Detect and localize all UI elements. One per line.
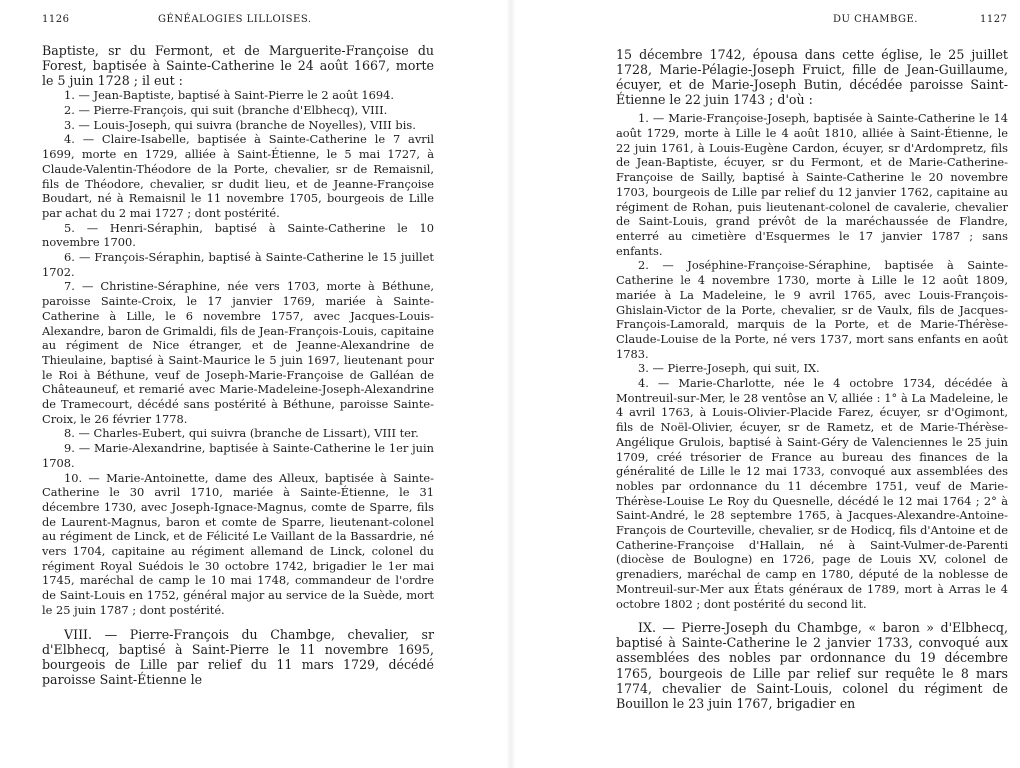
right-paragraph: 15 décembre 1742, épousa dans cette église, le 25 juillet 1728, Marie-Pélagie-Joseph Fruict, fille de Jean-Guillaume, écuyer, et de Marie-Joseph Butin, décédée paroisse Saint-Étienne le 22 juin 1743 ; d'où :	[616, 47, 1008, 108]
left-paragraph: 1. — Jean-Baptiste, baptisé à Saint-Pierre le 2 août 1694.	[64, 88, 395, 103]
left-paragraph: 10. — Marie-Antoinette, dame des Alleux, baptisée à Sainte-Catherine le 30 avril 1710, mariée à Sainte-Étienne, le 31 décembre 1730, avec Joseph-Ignace-Magnus, comte de Sparre, fils de Laurent-Magnus, baron et comte de Sparre, lieutenant-colonel au régiment de Linck, et de Félicité Le Vaillant de la Bassardrie, né vers 1704, capitaine au régiment allemand de Linck, colonel du régiment Royal Suédois le 30 octobre 1742, brigadier le 1er mai 1745, maréchal de camp le 10 mai 1748, commandeur de l'ordre de Saint-Louis en 1752, général major au service de la Suède, mort le 25 juin 1787 ; dont postérité.	[42, 470, 434, 617]
left-paragraph: 4. — Claire-Isabelle, baptisée à Sainte-Catherine le 7 avril 1699, morte en 1729, alliée à Saint-Étienne, le 5 mai 1727, à Claude-Valentin-Théodore de la Porte, chevalier, sr de Remaisnil, fils de Théodore, chevalier, sr dudit lieu, et de Jeanne-Françoise Boudart, né à Remaisnil le 11 novembre 1705, bourgeois de Lille par achat du 2 mai 1727 ; dont postérité.	[42, 132, 434, 220]
left-paragraph: 3. — Louis-Joseph, qui suivra (branche de Noyelles), VIII bis.	[64, 117, 416, 132]
left-page-text	[42, 43, 434, 687]
right-paragraph: 3. — Pierre-Joseph, qui suit, IX.	[638, 361, 820, 376]
left-paragraph: 9. — Marie-Alexandrine, baptisée à Sainte-Catherine le 1er juin 1708.	[42, 441, 434, 470]
left-paragraph: Baptiste, sr du Fermont, et de Marguerite-Françoise du Forest, baptisée à Sainte-Catherine le 24 août 1667, morte le 5 juin 1728 ; il eut :	[42, 43, 434, 89]
right-page-number: 1127	[980, 14, 1008, 25]
left-running-head: GÉNÉALOGIES LILLOISES.	[158, 14, 312, 25]
right-paragraph: 1. — Marie-Françoise-Joseph, baptisée à Sainte-Catherine le 14 août 1729, morte à Lille le 4 août 1810, alliée à Saint-Étienne, le 22 juin 1761, à Louis-Eugène Cardon, écuyer, sr d'Ardompretz, fils de Jean-Baptiste, écuyer, sr du Fermont, et de Marie-Catherine-Françoise de Sailly, baptisé à Sainte-Catherine le 20 novembre 1703, bourgeois de Lille par relief du 12 janvier 1762, capitaine au régiment de Rohan, puis lieutenant-colonel de cavalerie, chevalier de Saint-Louis, grand prévôt de la maréchaussée de Flandre, enterré au cimetière d'Esquermes le 17 janvier 1787 ; sans enfants.	[616, 111, 1008, 258]
left-paragraph: 5. — Henri-Séraphin, baptisé à Sainte-Catherine le 10 novembre 1700.	[42, 220, 434, 250]
right-running-head: DU CHAMBGE.	[833, 14, 918, 25]
right-paragraph: 4. — Marie-Charlotte, née le 4 octobre 1734, décédée à Montreuil-sur-Mer, le 28 ventôse an V, alliée : 1° à La Madeleine, le 4 avril 1763, à Louis-Olivier-Placide Farez, écuyer, sr d'Ogimont, fils de Noël-Olivier, écuyer, sr de Rametz, et de Marie-Thérèse-Angélique Grulois, baptisé à Saint-Géry de Valenciennes le 25 juin 1709, créé trésorier de France au bureau des finances de la généralité de Lille le 12 mai 1733, convoqué aux assemblées des nobles par ordonnance du 11 décembre 1751, veuf de Marie-Thérèse-Louise Le Roy du Quesnelle, décédé le 12 mai 1764 ; 2° à Saint-André, le 28 septembre 1765, à Jacques-Alexandre-Antoine-François de Courteville, chevalier, sr de Hodicq, fils d'Antoine et de Catherine-Françoise d'Hallain, né à Saint-Vulmer-de-Parenti (diocèse de Boulogne) en 1726, page de Louis XV, colonel de grenadiers, maréchal de camp en 1780, député de la noblesse de Montreuil-sur-Mer aux États généraux de 1789, mort à Arras le 4 octobre 1802 ; dont postérité du second lit.	[616, 376, 1008, 611]
right-paragraph: IX. — Pierre-Joseph du Chambge, « baron » d'Elbhecq, baptisé à Sainte-Catherine le 2 janvier 1733, convoqué aux assemblées des nobles par ordonnance du 19 décembre 1765, bourgeois de Lille par relief sur requête le 8 mars 1774, chevalier de Saint-Louis, colonel du régiment de Bouillon le 23 juin 1767, brigadier en	[616, 620, 1008, 711]
left-paragraph: 6. — François-Séraphin, baptisé à Sainte-Catherine le 15 juillet 1702.	[42, 250, 434, 279]
left-paragraph: 2. — Pierre-François, qui suit (branche d'Elbhecq), VIII.	[64, 102, 388, 117]
right-page	[510, 0, 1020, 768]
left-page-number: 1126	[42, 14, 70, 25]
left-paragraph: VIII. — Pierre-François du Chambge, chevalier, sr d'Elbhecq, baptisé à Saint-Pierre le 11 novembre 1695, bourgeois de Lille par relief du 11 mars 1729, décédé paroisse Saint-Étienne le	[42, 626, 434, 687]
left-paragraph: 8. — Charles-Eubert, qui suivra (branche de Lissart), VIII ter.	[64, 426, 419, 441]
right-paragraph: 2. — Joséphine-Françoise-Séraphine, baptisée à Sainte-Catherine le 4 novembre 1730, morte à Lille le 12 août 1809, mariée à La Madeleine, le 9 avril 1765, avec Louis-François-Ghislain-Victor de la Porte, chevalier, sr de Vaulx, fils de Jacques-François-Lamorald, marquis de la Porte, et de Marie-Thérèse-Claude-Louise de la Porte, né vers 1737, mort sans enfants en août 1783.	[616, 258, 1008, 361]
left-paragraph: 7. — Christine-Séraphine, née vers 1703, morte à Béthune, paroisse Sainte-Croix, le 17 janvier 1769, mariée à Sainte-Catherine à Lille, le 6 novembre 1757, avec Jacques-Louis-Alexandre, baron de Grimaldi, fils de Jean-François-Louis, capitaine au régiment de Nice étranger, et de Jeanne-Alexandrine de Thieulaine, baptisé à Saint-Maurice le 5 juin 1697, lieutenant pour le Roi à Béthune, veuf de Joseph-Marie-Françoise de Galléan de Châteauneuf, et remarié avec Marie-Madeleine-Joseph-Alexandrine de Tramecourt, décédé sans postérité à Béthune, paroisse Sainte-Croix, le 26 février 1778.	[42, 279, 434, 426]
right-page-text	[616, 47, 1008, 711]
